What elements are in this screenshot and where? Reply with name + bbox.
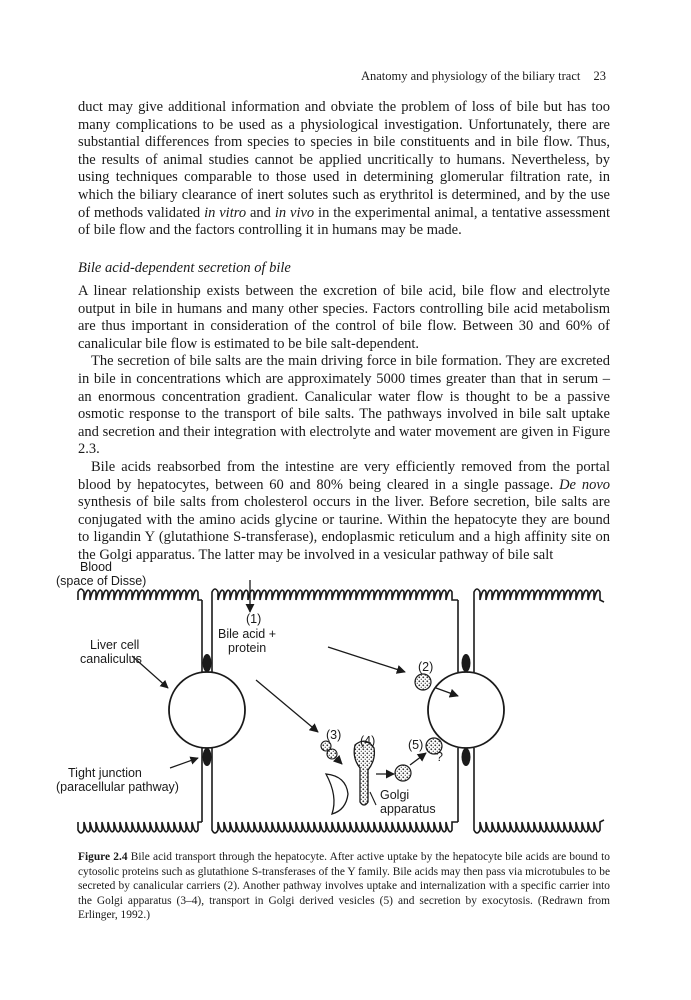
label-step-3: (3) xyxy=(326,728,342,742)
label-question: ? xyxy=(436,750,443,764)
figure-caption xyxy=(78,850,610,923)
intro-paragraph: duct may give additional information and obviate the problem of loss of bile but has too many complications to be used as a physiological investigation. Unfortunately, there are substantial differences from species to species in bile constituents and in bile flow. Thus, the results of animal studies cannot be applied uncritically to humans. Nevertheless, by using techniques comparable to those used in determining glomerular filtration rate, in which the biliary clearance of inert solutes such as erythritol is determined, and by the use of methods validated in vitro and in vivo in the experimental animal, a tentative assessment of bile flow and the factors controlling it in humans may be made. xyxy=(78,99,610,239)
paragraph: The secretion of bile salts are the main driving force in bile formation. They are excreted in bile in concentrations which are approximately 5000 times greater than that in serum – an enormous concentration gradient. Canalicular water flow is thought to be a passive osmotic response to the transport of bile salts. The pathways involved in bile salt uptake and secretion and their integration with electrolyte and water movement are given in Figure 2.3. xyxy=(78,353,610,458)
exocytosis-arrow xyxy=(410,753,426,765)
page-number: 23 xyxy=(593,69,606,83)
label-golgi: Golgi xyxy=(380,788,410,802)
leader-golgi xyxy=(370,792,376,805)
label-paracellular-pathway: (paracellular pathway) xyxy=(56,780,179,794)
label-canaliculus: canaliculus xyxy=(80,652,142,666)
paragraph: A linear relationship exists between the excretion of bile acid, bile flow and electrolyte output in bile in humans and many other species. Factors controlling bile acid metabolism are thus important in consideration of the control of bile flow. Between 30 and 60% of canalicular bile flow is estimated to be bile salt-dependent. xyxy=(78,283,610,352)
arrow-to-carrier xyxy=(328,647,405,672)
figure-2-4-diagram xyxy=(56,560,630,850)
section-body xyxy=(78,283,610,565)
label-liver-cell: Liver cell xyxy=(90,638,140,652)
hepatocyte-transport-diagram xyxy=(70,560,630,850)
top-membrane-microvilli xyxy=(78,589,202,600)
label-golgi-apparatus: apparatus xyxy=(380,802,436,816)
leader-tight-junction xyxy=(170,758,198,768)
caption-label: Figure 2.4 xyxy=(78,851,128,863)
bottom-membrane-microvilli xyxy=(78,822,202,833)
label-step-2: (2) xyxy=(418,660,434,674)
right-canaliculus xyxy=(428,672,504,748)
section-heading: Bile acid-dependent secretion of bile xyxy=(78,260,291,276)
label-step-5: (5) xyxy=(408,738,424,752)
label-bile-acid-protein-1: Bile acid + xyxy=(218,627,277,641)
label-step-4: (4) xyxy=(360,734,376,748)
left-canaliculus xyxy=(169,672,245,748)
label-bile-acid-protein-2: protein xyxy=(228,641,267,655)
paragraph: Bile acids reabsorbed from the intestine are very efficiently removed from the portal blood by hepatocytes, between 60 and 80% being cleared in a single passage. De novo synthesis of bile salts from cholesterol occurs in the liver. Before secretion, bile salts are conjugated with the amino acids glycine or taurine. Within the hepatocyte they are bound to ligandin Y (glutathione S-transferase), endoplasmic reticulum and a high affinity site on the Golgi apparatus. The latter may be involved in a vesicular pathway of bile salt xyxy=(78,458,611,563)
carrier-2 xyxy=(415,674,431,690)
label-space-of-disse: (space of Disse) xyxy=(56,574,147,588)
golgi-cisterna-1 xyxy=(326,774,348,814)
label-tight-junction: Tight junction xyxy=(68,766,142,780)
running-head xyxy=(361,69,606,84)
caption-text: Bile acid transport through the hepatocyte. After active uptake by the hepatocyte bile acids are bound to cytosolic proteins such as glutathione S-transferases of the Y family. Bile acids may then pass via microtubules to be secreted by canalicular carriers (2). Another pathway involves uptake and internalization with a specific carrier into the Golgi apparatus (3–4), transport in Golgi derived vesicles (5) and secretion by exocytosis. (Redrawn from Erlinger, 1992.) xyxy=(78,851,610,922)
running-head-title: Anatomy and physiology of the biliary tract xyxy=(360,69,581,83)
arrow-to-golgi xyxy=(256,680,318,732)
label-step-1: (1) xyxy=(246,612,262,626)
golgi-vesicle xyxy=(395,765,411,781)
label-blood: Blood xyxy=(80,560,112,574)
